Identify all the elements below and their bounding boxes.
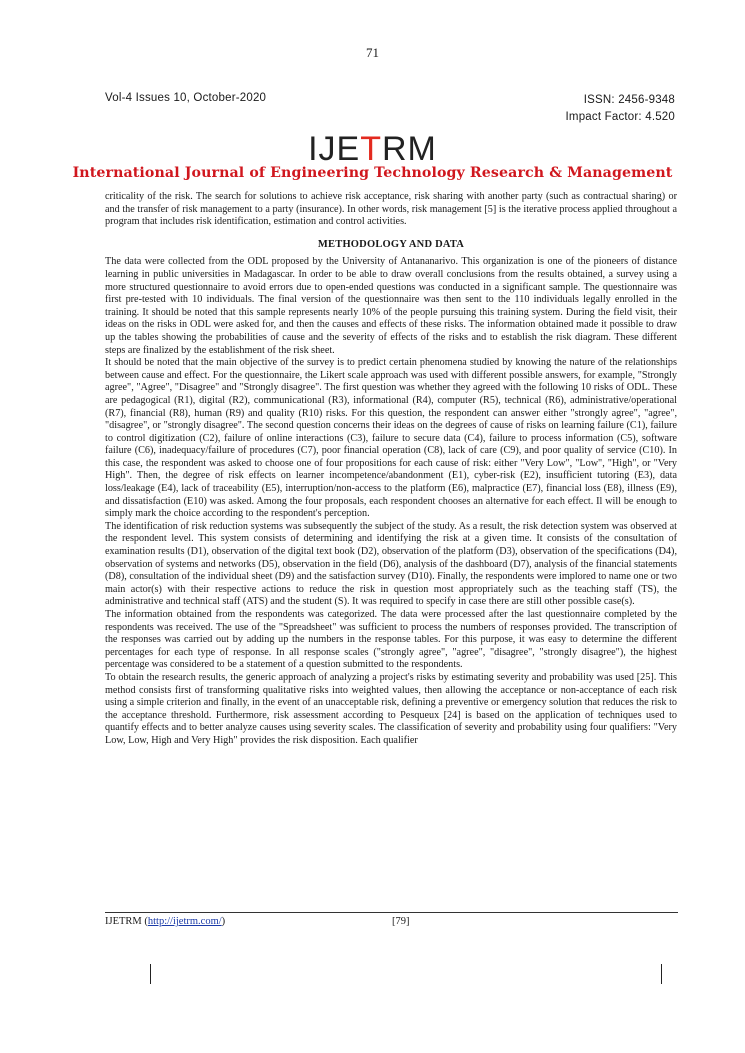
logo-suffix: RM <box>382 130 437 168</box>
footer-closing: ) <box>221 916 226 927</box>
journal-logo <box>0 132 745 166</box>
logo-accent: T <box>360 130 382 168</box>
logo-prefix: IJE <box>308 130 361 168</box>
footer-journal-abbr: IJETRM ( <box>105 916 148 927</box>
paragraph: The information obtained from the respondents was categorized. The data were processed after the last questionnaire completed by the respondents was received. The use of the "Spreadsheet" was sufficient to process the numbers of responses provided. The transcription of the responses was carried out by adding up the numbers in the response tables. For this purpose, it was easy to determine the different percentages for each type of response. In all response scales ("strongly agree", "agree", "disagree", "strongly disagree"), the highest percentage was considered to be a statement of a question submitted to the respondents. <box>105 609 677 671</box>
paragraph: To obtain the research results, the generic approach of analyzing a project's risks by estimating severity and probability was used [25]. This method consists first of transforming qualitative risks into weighted values, then allowing the acceptance or non-acceptance of each risk using a simple criterion and finally, in the event of an unacceptable risk, defining a preventive or emergency solution that reduces the risk to the acceptance threshold. Furthermore, risk assessment according to Pesqueux [24] is based on the application of techniques used to quantify effects and to better analyze causes using severity scales. The classification of severity and probability using four qualifiers: "Very Low, Low, High and Very High" provides the risk disposition. Each qualifier <box>105 671 677 746</box>
paragraph: It should be noted that the main objective of the survey is to predict certain phenomena studied by knowing the nature of the relationships between cause and effect. For the questionnaire, the Likert scale approach was used with different possible answers, for example, "Strongly agree", "Agree", "Disagree" and "Strongly disagree". The first question was whether they agreed with the following 10 risks of ODL. These are pedagogical (R1), digital (R2), communicational (R3), informational (R4), computer (R5), technical (R6), administrative/operational (R7), financial (R8), human (R9) and quality (R10) risks. For this question, the respondent can answer either "strongly agree", "agree", "disagree", or "strongly disagree". The second question concerns their ideas on the degrees of cause of risks on learning failure (C1), failure to control digitization (C2), failure of online interactions (C3), failure to secure data (C4), failure to process information (C5), software failure (C6), inadequacy/failure of procedures (C7), poor financial operation (C8), lack of care (C9), and poor quality of service (C10). In this case, the respondent was asked to choose one of four propositions for each cause of risk: either "Very Low", "Low", "High", or "Very High". Then, the degree of risk effects on learner incompetence/abandonment (E1), cyber-risk (E2), insufficient tutoring (E3), data loss/leakage (E4), lack of traceability (E5), interruption/non-access to the platform (E6), malpractice (E7), financial loss (E8), illness (E9), and dissatisfaction (E10) was asked. Among the four proposals, each respondent chooses an alternative for each effect. Il will be enough to simply mark the choice according to the respondent's perception. <box>105 357 677 520</box>
footer-page-number: [79] <box>392 916 410 927</box>
section-heading: METHODOLOGY AND DATA <box>317 238 465 250</box>
footer-divider <box>105 912 678 913</box>
paragraph: The identification of risk reduction systems was subsequently the subject of the study. As a result, the risk detection system was observed at the respondent level. This system consists of determining and identifying the risk at a given time. It consists of the consultation of examination results (D1), observation of the digital text book (D2), observation of the platform (D3), observation of the specifications (D4), observation of systems and networks (D5), observation in the field (D6), analysis of the dashboard (D7), analysis of the financial statements (D8), consultation of the individual sheet (D9) and the satisfaction survey (D10). Finally, the respondents were implored to name one or two main actor(s) with their respective actions to reduce the risk in question most appropriately such as the teaching staff (TS), the administrative and technical staff (ATS) and the student (S). It was required to specify in case there are still other possible case(s). <box>105 520 677 608</box>
footer-journal-link[interactable]: http://ijetrm.com/ <box>147 916 222 927</box>
impact-factor: Impact Factor: 4.520 <box>565 111 675 123</box>
volume-issue: Vol-4 Issues 10, October-2020 <box>105 92 267 104</box>
article-body <box>105 191 677 748</box>
journal-title: International Journal of Engineering Technology Research & Management <box>72 165 673 181</box>
page-number: 71 <box>366 45 379 60</box>
paragraph: The data were collected from the ODL proposed by the University of Antananarivo. This organization is one of the pioneers of distance learning in public universities in Madagascar. In order to be able to draw overall conclusions from the results obtained, a survey using a more structured questionnaire to avoid errors due to open-ended questions was conducted in a significant sample. The questionnaire was first pre-tested with 10 individuals. The final version of the questionnaire was then sent to the 110 individuals legally enrolled in the training. It should be noted that this sample represents nearly 10% of the people pursuing this training system. During the field visit, their ideas on the risks in ODL were asked for, and then the causes and effects of these risks. The information obtained made it possible to draw up the tables showing the probabilities of cause and the severity of effects of the risks and to establish the risk diagram. These different steps are finalized by the establishment of the risk sheet. <box>105 256 677 356</box>
crop-mark-right <box>661 964 662 984</box>
crop-mark-left <box>150 964 151 984</box>
issn: ISSN: 2456-9348 <box>583 94 675 106</box>
header-right-meta <box>566 92 675 126</box>
footer-journal <box>105 916 225 927</box>
paragraph: criticality of the risk. The search for solutions to achieve risk acceptance, risk sharing with another party (such as contractual sharing) or and the transfer of risk management to a party (insurance). In other words, risk management [5] is the iterative process applied throughout a program that includes risk identification, estimation and control activities. <box>105 191 677 228</box>
